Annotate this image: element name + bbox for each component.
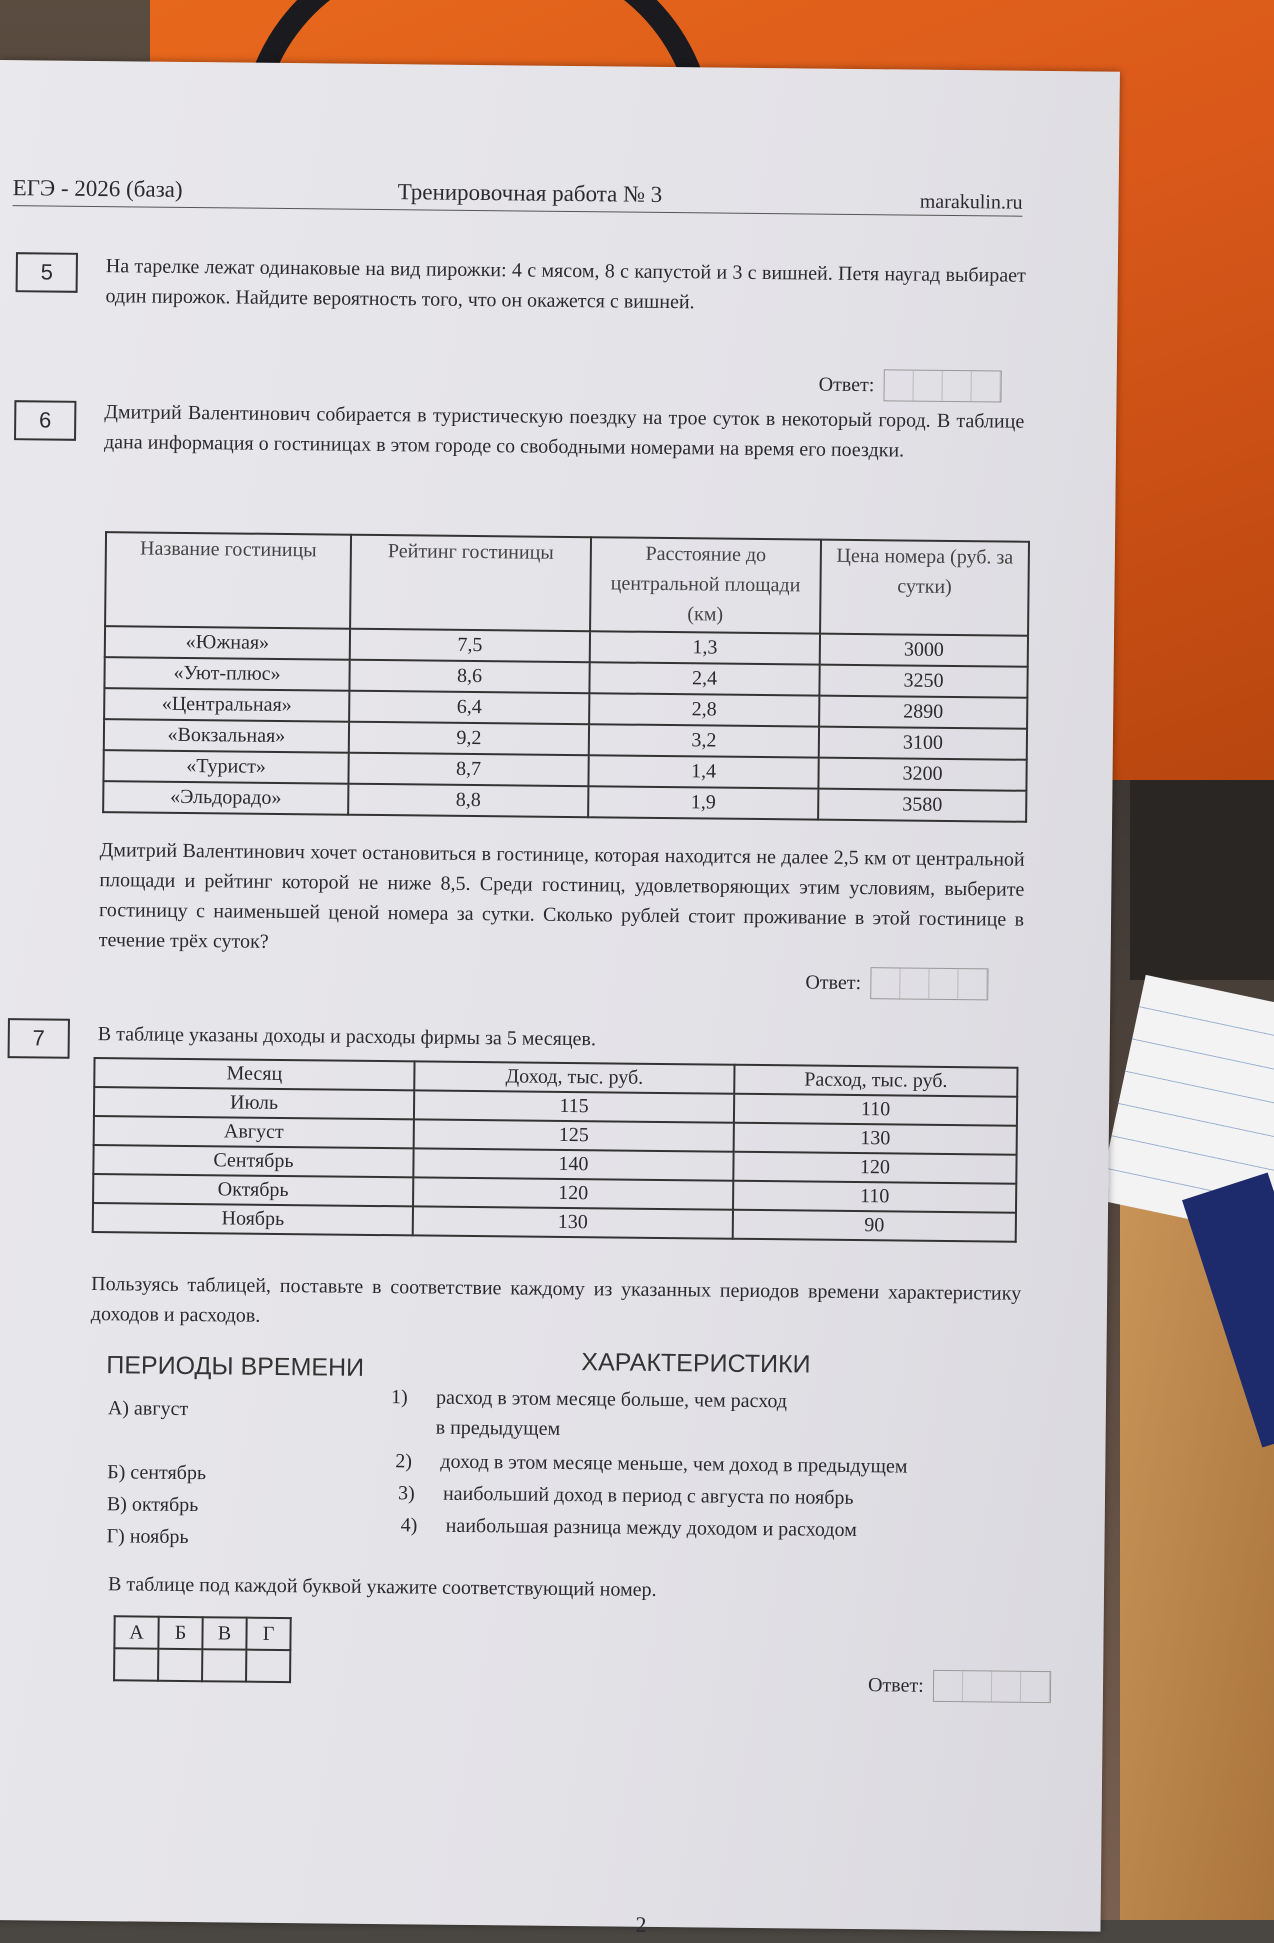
hotel-price: 2890 (819, 696, 1027, 729)
task-number-6: 6 (14, 400, 76, 441)
hotel-distance: 1,3 (590, 631, 820, 664)
period-b: Б) сентябрь (107, 1461, 207, 1485)
grid-answer-cell[interactable] (158, 1649, 202, 1681)
answer-label: Ответ: (818, 373, 875, 396)
table-header: Расстояние до центральной площади (км) (590, 537, 821, 633)
table-header: Расход, тыс. руб. (734, 1065, 1017, 1097)
header-work-title: Тренировочная работа № 3 (397, 179, 663, 207)
grid-instruction: В таблице под каждой буквой укажите соответствующий номер. (107, 1573, 657, 1601)
answer-grid (113, 1615, 292, 1683)
period-g: Г) ноябрь (106, 1525, 189, 1549)
hotel-name: «Вокзальная» (104, 719, 349, 753)
hotel-rating: 7,5 (350, 629, 590, 663)
expense: 130 (734, 1123, 1017, 1155)
grid-letter: В (202, 1617, 246, 1649)
expense: 90 (733, 1210, 1016, 1242)
task-number-7: 7 (8, 1018, 70, 1059)
period-a: А) август (107, 1397, 189, 1421)
table-header: Месяц (94, 1058, 414, 1090)
month: Июль (94, 1087, 414, 1119)
char-3-text: наибольший доход в период с августа по ноябрь (442, 1482, 854, 1510)
answer-boxes[interactable] (933, 1670, 1051, 1703)
income: 120 (413, 1177, 733, 1209)
grid-letter: Г (246, 1618, 290, 1650)
grid-answer-cell[interactable] (114, 1648, 158, 1680)
hotel-rating: 8,6 (349, 660, 589, 694)
task5-text: На тарелке лежат одинаковые на вид пирожки: 4 с мясом, 8 с капустой и 3 с вишней. Петя наугад выбирает один пирожок. Найдите вероятность того, что он окажется с вишней. (105, 255, 1026, 314)
hotels-table (102, 531, 1030, 823)
hotel-name: «Эльдорадо» (103, 781, 348, 815)
char-2-text: доход в этом месяце меньше, чем доход в предыдущем (440, 1450, 908, 1478)
char-3-number: 3) (397, 1482, 415, 1505)
char-2-number: 2) (395, 1450, 413, 1473)
hotel-name: «Турист» (103, 750, 348, 784)
income: 130 (413, 1206, 733, 1238)
char-4-number: 4) (400, 1514, 418, 1537)
expense: 110 (733, 1181, 1016, 1213)
hotel-price: 3000 (820, 634, 1028, 667)
characteristics-heading: ХАРАКТЕРИСТИКИ (581, 1348, 811, 1379)
answer-boxes[interactable] (883, 369, 1001, 402)
hotel-distance: 2,8 (589, 693, 819, 726)
month: Ноябрь (93, 1203, 413, 1235)
income: 140 (413, 1148, 733, 1180)
expense: 110 (734, 1094, 1017, 1126)
table-header: Рейтинг гостиницы (350, 535, 591, 632)
background-shadow (1130, 780, 1274, 980)
answer-label: Ответ: (805, 970, 862, 994)
task7-intro: В таблице указаны доходы и расходы фирмы за 5 месяцев. (97, 1023, 597, 1051)
period-v: В) октябрь (106, 1493, 199, 1517)
hotel-rating: 8,7 (348, 753, 588, 787)
exam-sheet (0, 60, 1120, 1937)
hotel-price: 3250 (819, 665, 1027, 698)
hotel-distance: 3,2 (589, 724, 819, 757)
task6-question: Дмитрий Валентинович хочет остановиться в гостинице, которая находится не далее 2,5 км от центральной площади и рейтинг которой не ниже 8,5. Среди гостиниц, удовлетворяющих этим условиям, выберите гостиницу с наименьшей ценой номера за сутки. Сколько рублей стоит проживание в этой гостинице в течение трёх суток? (98, 839, 1025, 953)
grid-letter: А (114, 1616, 158, 1648)
hotel-price: 3100 (819, 727, 1027, 760)
hotel-rating: 9,2 (349, 722, 589, 756)
hotel-name: «Уют-плюс» (104, 657, 349, 691)
task-number-5: 5 (16, 252, 78, 293)
char-1-text-cont: в предыдущем (435, 1416, 561, 1440)
table-header: Цена номера (руб. за сутки) (820, 540, 1029, 636)
header-site: marakulin.ru (919, 190, 1023, 214)
month: Август (94, 1116, 414, 1148)
hotel-distance: 2,4 (589, 662, 819, 695)
hotel-rating: 8,8 (348, 784, 588, 818)
hotel-name: «Центральная» (104, 688, 349, 722)
income-expense-table (92, 1057, 1019, 1243)
answer-boxes[interactable] (870, 967, 988, 1000)
grid-answer-cell[interactable] (202, 1649, 246, 1681)
task6-intro: Дмитрий Валентинович собирается в туристическую поездку на трое суток в некоторый город. В таблице дана информация о гостиницах в этом городе со свободными номерами на время его поездки. (103, 401, 1025, 462)
page-number: 2 (635, 1911, 647, 1937)
periods-heading: ПЕРИОДЫ ВРЕМЕНИ (106, 1351, 365, 1382)
table-header: Доход, тыс. руб. (414, 1061, 734, 1093)
income: 125 (414, 1119, 734, 1151)
task5-answer (818, 369, 1001, 403)
task7-answer (868, 1669, 1051, 1703)
grid-letter: Б (158, 1617, 202, 1649)
table-header: Название гостиницы (105, 532, 351, 629)
hotel-price: 3200 (818, 758, 1026, 791)
month: Сентябрь (93, 1145, 413, 1177)
char-4-text: наибольшая разница между доходом и расходом (445, 1514, 857, 1542)
hotel-price: 3580 (818, 789, 1026, 822)
hotel-distance: 1,9 (588, 786, 818, 819)
char-1-text: расход в этом месяце больше, чем расход (435, 1386, 788, 1413)
hotel-name: «Южная» (105, 626, 350, 660)
task7-instruction: Пользуясь таблицей, поставьте в соответствие каждому из указанных периодов времени характеристику доходов и расходов. (90, 1273, 1022, 1327)
char-1-number: 1) (390, 1386, 408, 1409)
grid-answer-cell[interactable] (246, 1650, 290, 1682)
hotel-distance: 1,4 (588, 755, 818, 788)
month: Октябрь (93, 1174, 413, 1206)
header-exam-title: ЕГЭ - 2026 (база) (12, 175, 183, 202)
hotel-rating: 6,4 (349, 691, 589, 725)
answer-label: Ответ: (867, 1673, 924, 1697)
expense: 120 (733, 1152, 1016, 1184)
task6-answer (805, 966, 988, 1000)
page-header (12, 175, 1022, 217)
income: 115 (414, 1090, 734, 1122)
